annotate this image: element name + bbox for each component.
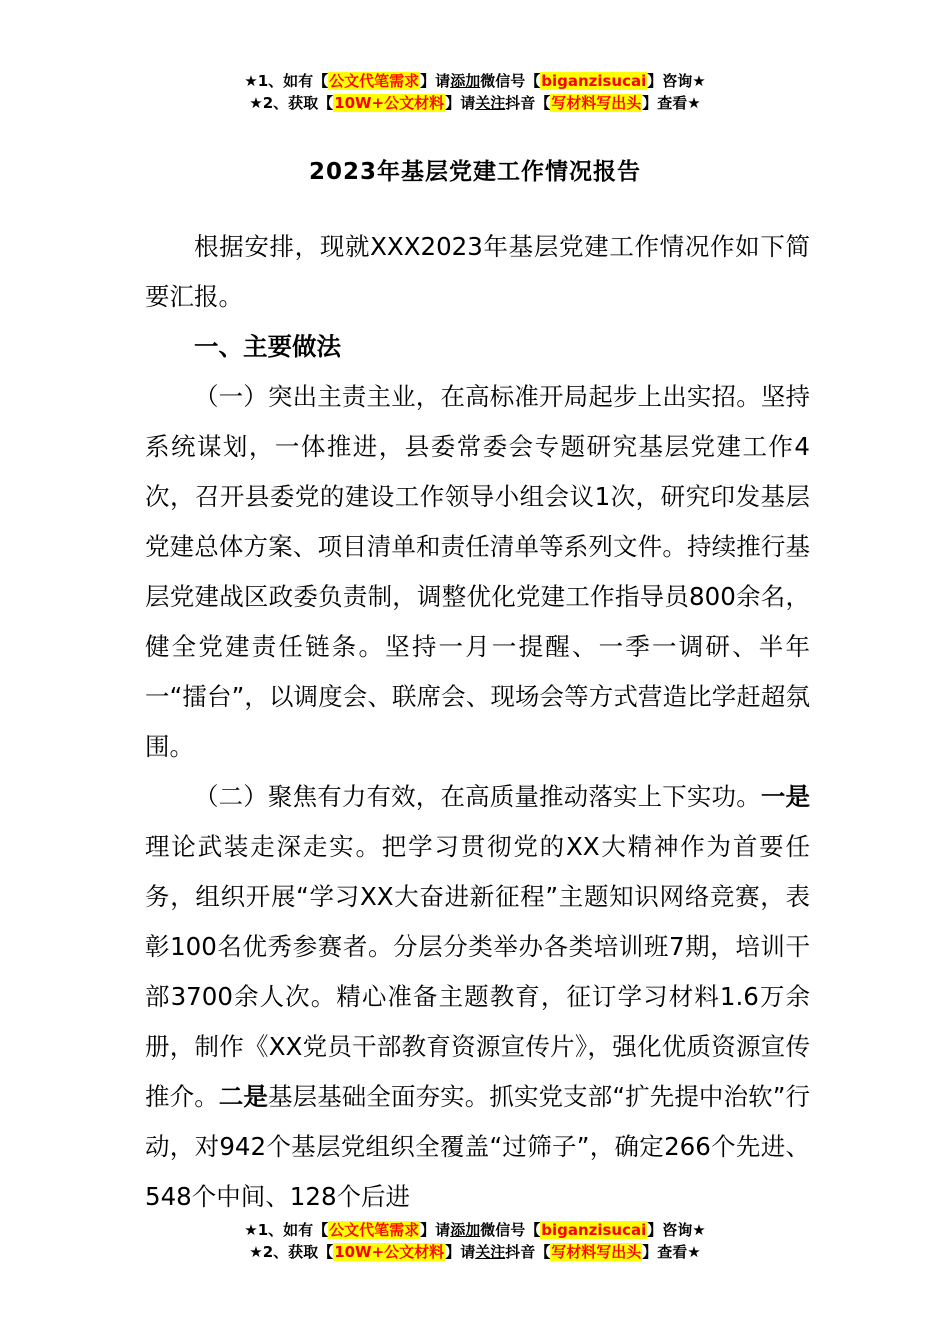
bold-marker: 一是 xyxy=(760,782,811,811)
promo-text: 】查看★ xyxy=(642,1243,701,1261)
header-promo-banner xyxy=(0,70,950,114)
promo-underline: 添加 xyxy=(450,72,481,90)
section-heading: 一、主要做法 xyxy=(194,332,341,361)
promo-line-1 xyxy=(0,70,950,92)
promo-text: ★1、如有【 xyxy=(244,1221,329,1239)
promo-highlight: 公文代笔需求 xyxy=(329,72,420,90)
promo-highlight: biganzisucai xyxy=(541,72,647,90)
promo-highlight: biganzisucai xyxy=(541,1221,647,1239)
paragraph-1: （一）突出主责主业，在高标准开局起步上出实招。坚持系统谋划，一体推进，县委常委会专题研究基层党建工作4次，召开县委党的建设工作领导小组会议1次，研究印发基层党建总体方案、项目清单和责任清单等系列文件。持续推行基层党建战区政委负责制，调整优化党建工作指导员800余名，健全党建责任链条。坚持一月一提醒、一季一调研、半年一“擂台”，以调度会、联席会、现场会等方式营造比学赶超氛围。 xyxy=(145,382,810,761)
promo-text: 】请 xyxy=(445,1243,476,1261)
promo-highlight: 10W+公文材料 xyxy=(334,94,445,112)
promo-text: 】查看★ xyxy=(642,94,701,112)
document-title: 2023年基层党建工作情况报告 xyxy=(308,159,641,185)
promo-text: 】咨询★ xyxy=(647,72,706,90)
promo-underline: 关注 xyxy=(475,1243,506,1261)
promo-underline: 添加 xyxy=(450,1221,481,1239)
promo-text: 】请 xyxy=(445,94,476,112)
promo-text: ★1、如有【 xyxy=(244,72,329,90)
promo-text: ★2、获取【 xyxy=(249,94,334,112)
promo-line-2 xyxy=(0,1241,950,1263)
promo-text: 抖音【 xyxy=(505,94,551,112)
promo-text: 抖音【 xyxy=(505,1243,551,1261)
footer-promo-banner xyxy=(0,1219,950,1263)
intro-paragraph: 根据安排，现就XXX2023年基层党建工作情况作如下简要汇报。 xyxy=(145,232,810,311)
paragraph-text: 基层基础全面夯实。抓实党支部“扩先提中治软”行动，对942个基层党组织全覆盖“过筛子”，确定266个先进、548个中间、128个后进 xyxy=(145,1082,811,1211)
promo-highlight: 公文代笔需求 xyxy=(329,1221,420,1239)
promo-text: ★2、获取【 xyxy=(249,1243,334,1261)
paragraph-lead: （二）聚焦有力有效，在高质量推动落实上下实功。 xyxy=(194,782,761,811)
promo-text: 微信号【 xyxy=(480,72,541,90)
promo-underline: 关注 xyxy=(475,94,506,112)
paragraph-text: 理论武装走深走实。把学习贯彻党的XX大精神作为首要任务，组织开展“学习XX大奋进新征程”主题知识网络竞赛，表彰100名优秀参赛者。分层分类举办各类培训班7期，培训干部3700余人次。精心准备主题教育，征订学习材料1.6万余册，制作《XX党员干部教育资源宣传片》，强化优质资源宣传推介。 xyxy=(145,832,810,1111)
promo-text: 】请 xyxy=(420,1221,451,1239)
promo-text: 】咨询★ xyxy=(647,1221,706,1239)
promo-line-2 xyxy=(0,92,950,114)
promo-highlight: 写材料写出头 xyxy=(551,1243,642,1261)
paragraph-2 xyxy=(145,772,810,1222)
document-body xyxy=(145,222,810,1222)
promo-highlight: 10W+公文材料 xyxy=(334,1243,445,1261)
promo-highlight: 写材料写出头 xyxy=(551,94,642,112)
promo-text: 微信号【 xyxy=(480,1221,541,1239)
promo-line-1 xyxy=(0,1219,950,1241)
promo-text: 】请 xyxy=(420,72,451,90)
bold-marker: 二是 xyxy=(218,1082,268,1111)
